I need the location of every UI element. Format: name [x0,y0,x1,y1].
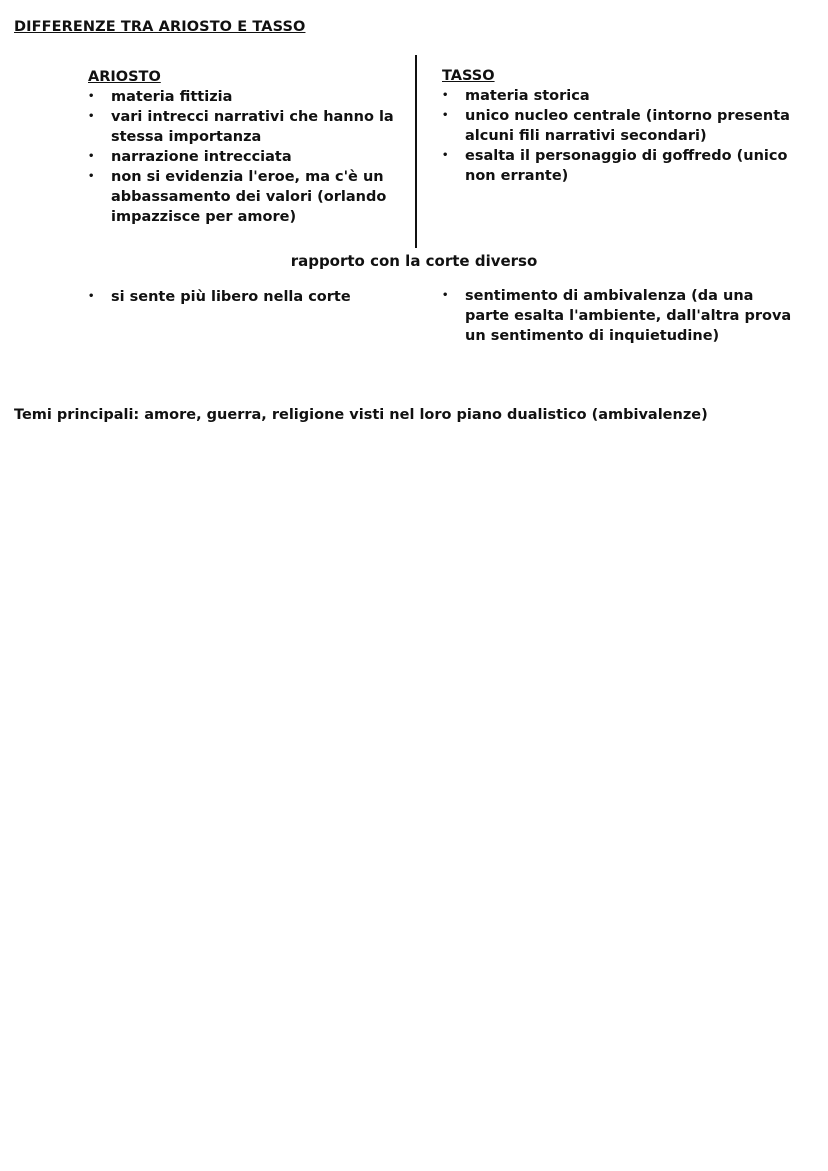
tasso-column [442,66,792,186]
court-heading: rapporto con la corte diverso [290,252,538,270]
list-item: • non si evidenzia l'eroe, ma c'è un abbassamento dei valori (orlando impazzisce per amore) [88,167,408,227]
list-item: • unico nucleo centrale (intorno presenta alcuni fili narrativi secondari) [442,106,792,146]
court-ariosto [88,287,408,307]
ariosto-list [88,87,408,227]
court-tasso [442,286,792,346]
column-divider [415,55,417,248]
ariosto-heading: ARIOSTO [88,69,161,85]
page-title: DIFFERENZE TRA ARIOSTO E TASSO [14,19,306,35]
list-item: • si sente più libero nella corte [88,287,408,307]
list-item: • narrazione intrecciata [88,147,408,167]
tasso-heading: TASSO [442,68,495,84]
list-item: • esalta il personaggio di goffredo (unico non errante) [442,146,792,186]
list-item: • sentimento di ambivalenza (da una parte esalta l'ambiente, dall'altra prova un sentimento di inquietudine) [442,286,792,346]
list-item: • materia fittizia [88,87,408,107]
ariosto-column [88,67,408,227]
tasso-list [442,86,792,186]
list-item: • vari intrecci narrativi che hanno la stessa importanza [88,107,408,147]
list-item: • materia storica [442,86,792,106]
main-themes: Temi principali: amore, guerra, religione visti nel loro piano dualistico (ambivalenze) [14,407,708,423]
